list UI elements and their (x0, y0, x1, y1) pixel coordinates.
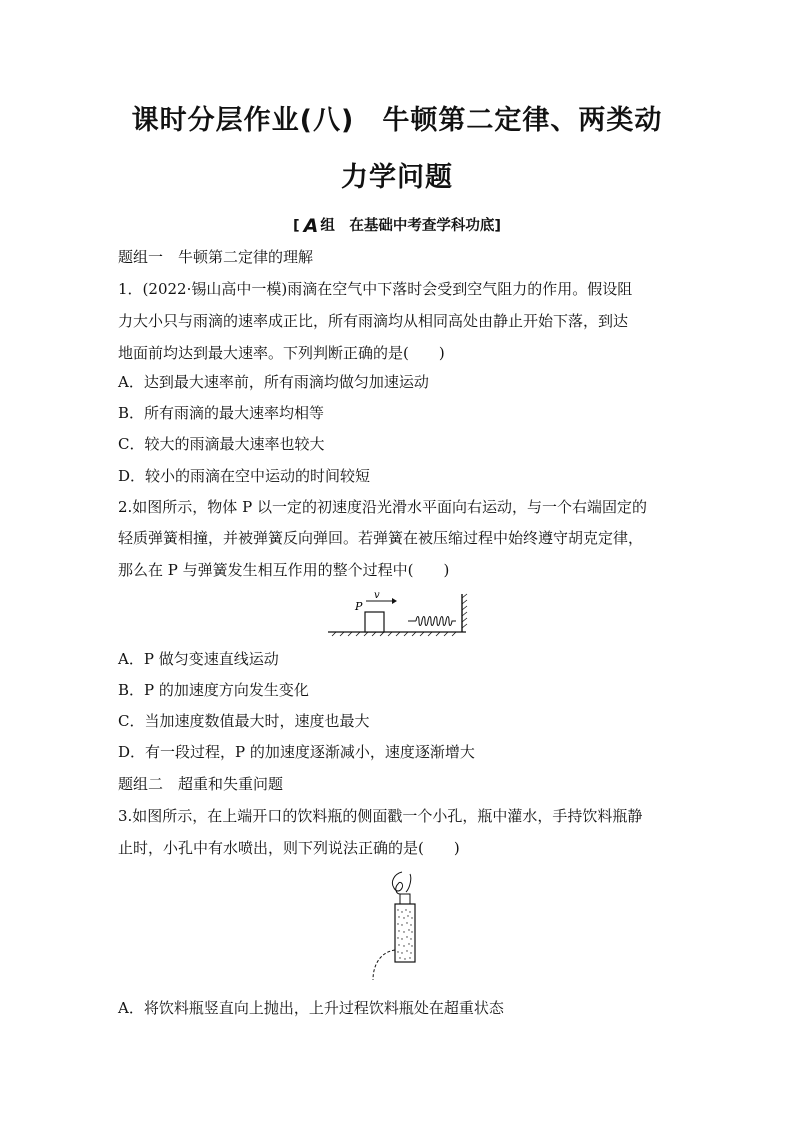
label-p: P (355, 600, 363, 613)
wall-hatching (462, 594, 467, 628)
question-3-line-2: 止时，小孔中有水喷出，则下列说法正确的是( ) (118, 839, 460, 857)
bottle-neck (400, 894, 410, 904)
velocity-arrowhead (392, 598, 397, 604)
question-1-line-2: 力大小只与雨滴的速率成正比，所有雨滴均从相同高处由静止开始下落，到达 (118, 312, 629, 330)
question-2-option-b: B．P 的加速度方向发生变化 (118, 681, 309, 699)
label-v: v (374, 590, 380, 601)
spring-coil (416, 617, 456, 626)
question-1-line-3: 地面前均达到最大速率。下列判断正确的是( ) (118, 344, 445, 362)
question-1-option-c: C．较大的雨滴最大速率也较大 (118, 435, 325, 453)
bracket-close: ] (494, 218, 501, 234)
group-banner (0, 214, 794, 237)
question-3-option-a: A．将饮料瓶竖直向上抛出，上升过程饮料瓶处在超重状态 (118, 999, 504, 1017)
spring-block-figure (326, 588, 472, 638)
hand-outline (392, 872, 410, 894)
group-badge: A (303, 215, 319, 237)
title-line-1: 课时分层作业(八) 牛顿第二定律、两类动 (131, 105, 663, 136)
question-1-option-d: D．较小的雨滴在空中运动的时间较短 (118, 467, 371, 485)
question-2-option-c: C．当加速度数值最大时，速度也最大 (118, 712, 370, 730)
bracket-open: [ (293, 218, 300, 234)
question-3-line-1: 3.如图所示，在上端开口的饮料瓶的侧面戳一个小孔，瓶中灌水，手持饮料瓶静 (118, 807, 643, 825)
water-jet (373, 950, 395, 980)
question-2-option-a: A．P 做匀变速直线运动 (118, 650, 279, 668)
question-2-line-1: 2.如图所示，物体 P 以一定的初速度沿光滑水平面向右运动，与一个右端固定的 (118, 498, 647, 516)
bottle-body (395, 904, 415, 962)
topic-heading-2: 题组二 超重和失重问题 (118, 775, 284, 793)
question-1-option-a: A．达到最大速率前，所有雨滴均做匀加速运动 (118, 373, 429, 391)
topic-heading-1: 题组一 牛顿第二定律的理解 (118, 248, 314, 266)
question-1-option-b: B．所有雨滴的最大速率均相等 (118, 404, 325, 422)
question-1-line-1: 1．(2022·锡山高中一模)雨滴在空气中下落时会受到空气阻力的作用。假设阻 (118, 280, 633, 298)
question-2-line-2: 轻质弹簧相撞，并被弹簧反向弹回。若弹簧在被压缩过程中始终遵守胡克定律， (118, 529, 644, 547)
question-2-line-3: 那么在 P 与弹簧发生相互作用的整个过程中( ) (118, 561, 450, 579)
title-line-2: 力学问题 (341, 162, 453, 193)
bottle-figure (362, 870, 432, 985)
question-2-option-d: D．有一段过程，P 的加速度逐渐减小，速度逐渐增大 (118, 743, 475, 761)
group-label: 组 在基础中考查学科功底 (320, 218, 495, 234)
block-p (365, 612, 384, 632)
